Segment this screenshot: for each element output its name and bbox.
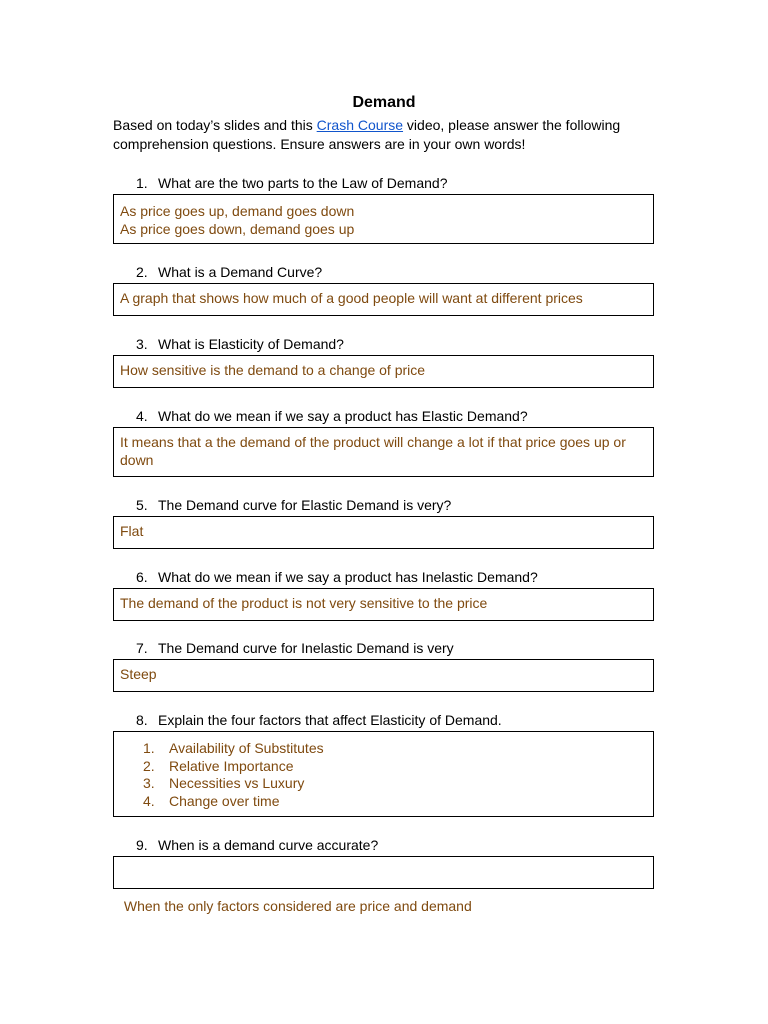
question-number: 8. [136, 712, 148, 728]
answer-line: As price goes down, demand goes up [120, 220, 355, 237]
list-item-text: Relative Importance [169, 757, 294, 774]
question-7 [136, 640, 676, 657]
question-text: What are the two parts to the Law of Demand? [158, 175, 448, 191]
answer-box-4[interactable] [113, 427, 654, 477]
question-number: 5. [136, 497, 148, 513]
answer-line: As price goes up, demand goes down [120, 203, 355, 219]
question-text: What is a Demand Curve? [158, 264, 323, 280]
answer-box-8[interactable] [113, 731, 654, 817]
question-4 [136, 408, 676, 425]
question-9 [136, 837, 676, 854]
answer-line: The demand of the product is not very sensitive to the price [120, 595, 488, 611]
crash-course-link[interactable]: Crash Course [316, 117, 404, 133]
answer-line: When the only factors considered are price and demand [120, 898, 472, 914]
question-3 [136, 336, 676, 353]
list-item-number: 1. [143, 740, 155, 756]
question-number: 6. [136, 569, 148, 585]
question-number: 4. [136, 408, 148, 424]
question-number: 2. [136, 264, 148, 280]
answer-line: How sensitive is the demand to a change of price [120, 362, 426, 378]
question-2 [136, 264, 676, 281]
answer-box-2[interactable] [113, 283, 654, 316]
question-number: 1. [136, 175, 148, 191]
list-item-number: 2. [143, 757, 155, 774]
question-6 [136, 569, 676, 586]
question-text: The Demand curve for Inelastic Demand is very [158, 640, 454, 656]
question-text: The Demand curve for Elastic Demand is very? [158, 497, 452, 513]
question-text: When is a demand curve accurate? [158, 837, 379, 853]
answer-line: It means that a the demand of the product will change a lot if that price goes up or [120, 434, 626, 450]
question-5 [136, 497, 676, 514]
answer-box-1[interactable] [113, 194, 654, 244]
question-number: 9. [136, 837, 148, 853]
answer-line: Flat [120, 523, 144, 539]
answer-box-7[interactable] [113, 659, 654, 692]
question-text: Explain the four factors that affect Elasticity of Demand. [158, 712, 502, 728]
list-item-text: Necessities vs Luxury [169, 775, 305, 791]
list-item-text: Change over time [169, 792, 280, 809]
question-text: What do we mean if we say a product has Inelastic Demand? [158, 569, 538, 585]
answer-box-9[interactable] [113, 856, 654, 914]
list-item-text: Availability of Substitutes [169, 740, 324, 756]
question-number: 7. [136, 640, 148, 656]
list-item [120, 740, 647, 758]
intro-text-before-link: Based on today’s slides and this [113, 117, 317, 133]
answer-line: Steep [120, 666, 157, 682]
intro-paragraph [113, 116, 673, 154]
list-item [120, 775, 647, 793]
factors-list [120, 740, 647, 810]
answer-box-6[interactable] [113, 588, 654, 621]
page-title: Demand [352, 94, 416, 111]
question-text: What do we mean if we say a product has Elastic Demand? [158, 408, 528, 424]
list-item-number: 4. [143, 792, 155, 809]
list-item [120, 758, 647, 776]
intro-text-after-link: video, please answer the following comprehension questions. Ensure answers are in your own words! [113, 117, 621, 152]
list-item-number: 3. [143, 775, 155, 791]
list-item [120, 793, 647, 811]
question-8 [136, 712, 676, 729]
answer-box-5[interactable] [113, 516, 654, 549]
answer-line: down [120, 451, 154, 468]
answer-box-3[interactable] [113, 355, 654, 388]
question-number: 3. [136, 336, 148, 352]
question-text: What is Elasticity of Demand? [158, 336, 344, 352]
question-1 [136, 175, 676, 192]
answer-line: A graph that shows how much of a good people will want at different prices [120, 290, 583, 306]
